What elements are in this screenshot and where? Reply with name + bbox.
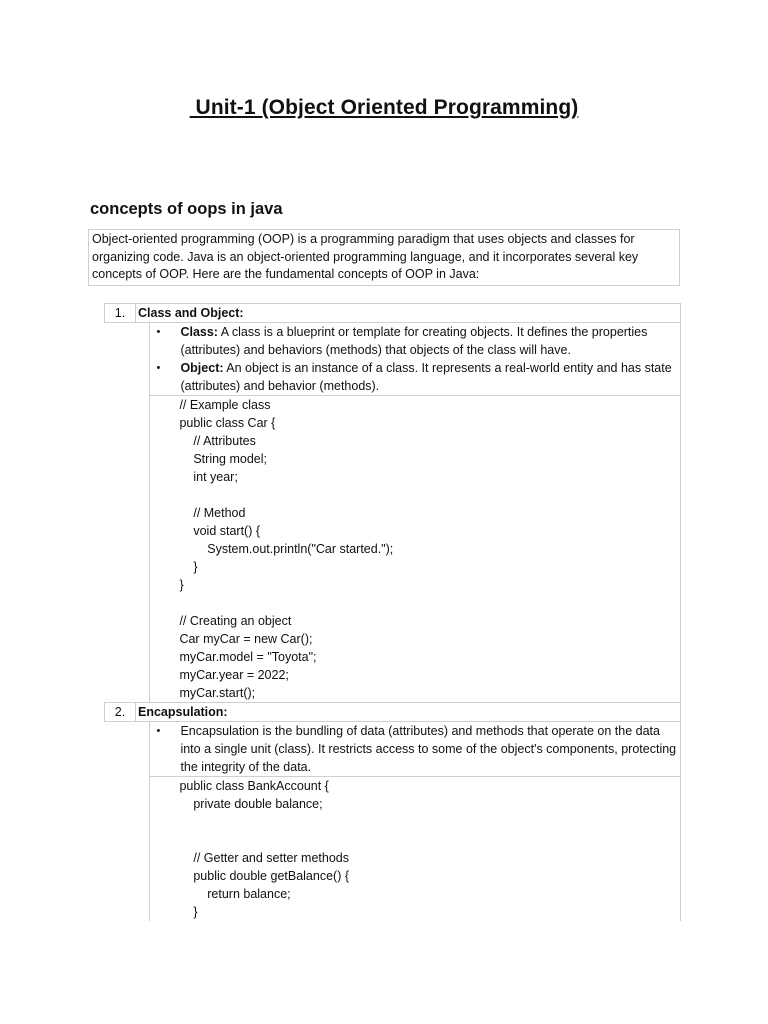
code-line: // Getter and setter methods bbox=[179, 851, 349, 865]
item-2-bullets-cell bbox=[150, 722, 681, 777]
code-line bbox=[179, 813, 680, 831]
item-2-bullet-list bbox=[150, 722, 680, 776]
code-line: myCar.year = 2022; bbox=[179, 668, 289, 682]
item-1-indent bbox=[105, 323, 150, 396]
bullet-dot-icon: • bbox=[156, 362, 161, 374]
bullet-dot-icon: • bbox=[156, 725, 161, 737]
code-line: return balance; bbox=[179, 887, 291, 901]
code-line: private double balance; bbox=[179, 797, 323, 811]
code-line: public double getBalance() { bbox=[179, 869, 350, 883]
code-line: void start() { bbox=[179, 524, 261, 538]
bullet-class-text: A class is a blueprint or template for creating objects. It defines the properties (attributes) and behaviors (methods) that objects of the class will have. bbox=[180, 325, 648, 357]
code-line: myCar.model = "Toyota"; bbox=[179, 650, 317, 664]
item-1-header-row bbox=[105, 304, 681, 323]
code-line: String model; bbox=[179, 452, 267, 466]
bullet-encapsulation bbox=[150, 722, 680, 776]
code-line bbox=[179, 831, 680, 849]
item-2-code-row bbox=[105, 777, 681, 922]
item-1-code-indent bbox=[105, 396, 150, 703]
code-line: public class Car { bbox=[179, 416, 276, 430]
code-line: Car myCar = new Car(); bbox=[179, 632, 313, 646]
item-2-indent bbox=[105, 722, 150, 777]
item-2-code-block bbox=[150, 777, 681, 922]
item-2-bullets-row bbox=[105, 722, 681, 777]
intro-paragraph: Object-oriented programming (OOP) is a programming paradigm that uses objects and classes for organizing code. Java is an object-oriented programming language, and it incorporates several key concepts of OOP. Here are the fundamental concepts of OOP in Java: bbox=[88, 229, 680, 286]
item-1-bullet-list bbox=[150, 323, 680, 395]
concepts-table bbox=[104, 303, 681, 921]
code-line: // Method bbox=[179, 506, 246, 520]
bullet-object bbox=[150, 359, 680, 395]
item-1-bullets-cell bbox=[150, 323, 681, 396]
code-line: System.out.println("Car started."); bbox=[179, 542, 394, 556]
code-line bbox=[179, 594, 680, 612]
item-1-code-block bbox=[150, 396, 681, 703]
code-line: myCar.start(); bbox=[179, 686, 256, 700]
code-line: public class BankAccount { bbox=[179, 779, 329, 793]
item-2-header-row bbox=[105, 703, 681, 722]
bullet-object-text: An object is an instance of a class. It represents a real-world entity and has state (attributes) and behavior (methods). bbox=[180, 361, 672, 393]
item-2-number: 2. bbox=[105, 703, 136, 722]
bullet-encapsulation-text: Encapsulation is the bundling of data (attributes) and methods that operate on the data into a single unit (class). It restricts access to some of the object's components, protecting the integrity of the data. bbox=[180, 724, 677, 774]
code-line bbox=[179, 486, 680, 504]
code-line: // Attributes bbox=[179, 434, 256, 448]
item-1-label: Class and Object: bbox=[136, 304, 681, 323]
code-line: int year; bbox=[179, 470, 238, 484]
item-2-code-indent bbox=[105, 777, 150, 922]
item-1-bullets-row bbox=[105, 323, 681, 396]
page-title: Unit-1 (Object Oriented Programming) bbox=[189, 96, 579, 119]
code-line: } bbox=[179, 905, 198, 919]
bullet-class bbox=[150, 323, 680, 359]
code-line: } bbox=[179, 578, 184, 592]
bullet-dot-icon: • bbox=[156, 326, 161, 338]
code-line: // Creating an object bbox=[179, 614, 292, 628]
code-line: } bbox=[179, 560, 198, 574]
bullet-class-term: Class: bbox=[180, 325, 218, 339]
item-1-number: 1. bbox=[105, 304, 136, 323]
item-2-label: Encapsulation: bbox=[136, 703, 681, 722]
section-heading: concepts of oops in java bbox=[90, 200, 283, 218]
item-1-code-row bbox=[105, 396, 681, 703]
bullet-object-term: Object: bbox=[180, 361, 224, 375]
code-line: // Example class bbox=[179, 398, 271, 412]
